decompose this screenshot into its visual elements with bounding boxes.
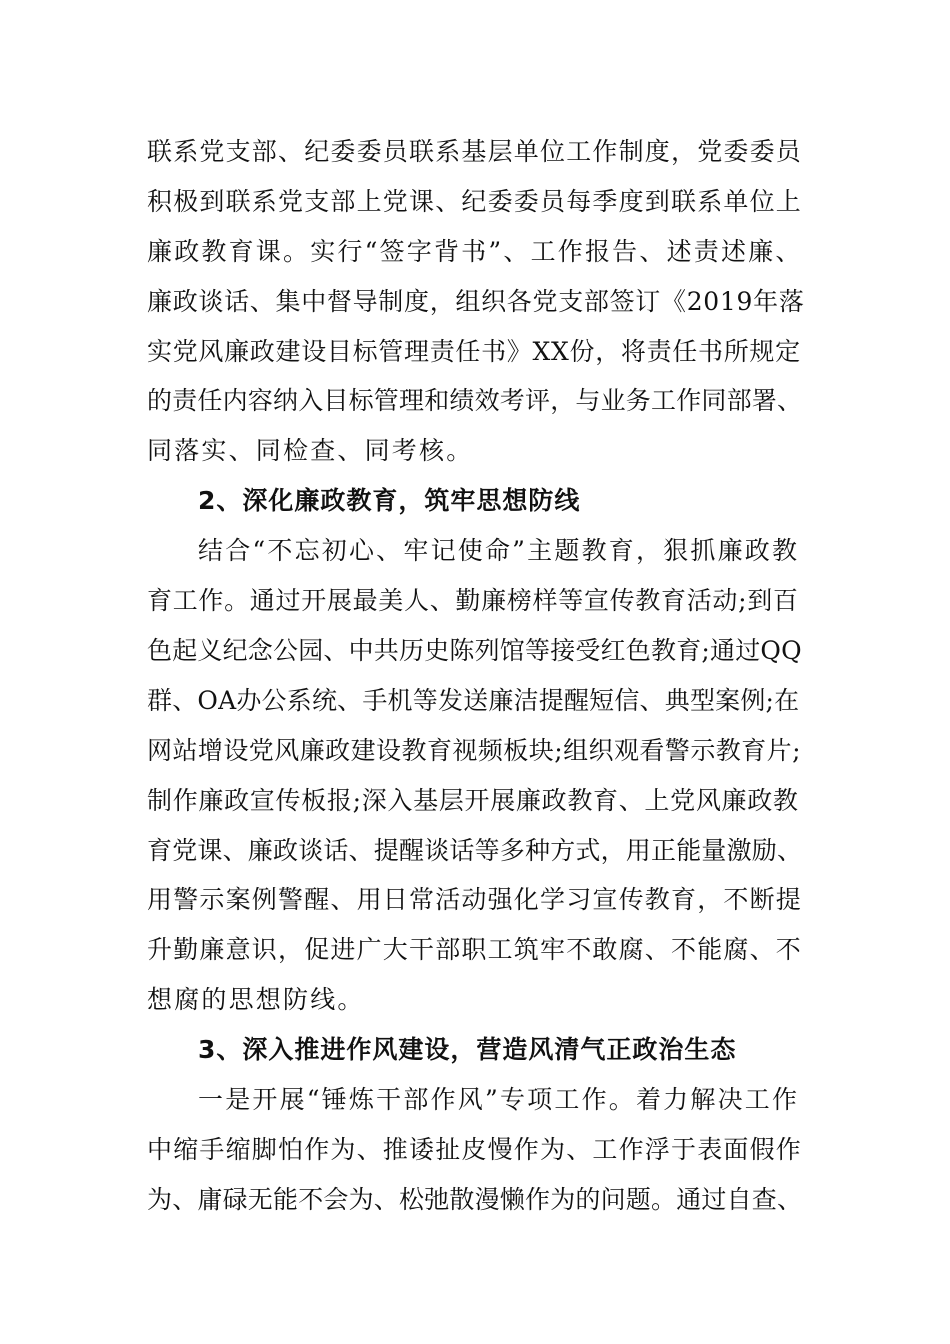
paragraph2-line-4: 群、OA办公系统、手机等发送廉洁提醒短信、典型案例;在 bbox=[147, 686, 800, 715]
paragraph1-line-7: 同落实、同检查、同考核。 bbox=[147, 436, 474, 465]
paragraph1-line-3: 廉政教育课。实行“签字背书”、工作报告、述责述廉、 bbox=[147, 237, 803, 266]
paragraph1-line-6: 的责任内容纳入目标管理和绩效考评，与业务工作同部署、 bbox=[147, 386, 803, 415]
paragraph2-line-1: 结合“不忘初心、牢记使命”主题教育，狠抓廉政教 bbox=[198, 536, 800, 565]
paragraph2-line-3: 色起义纪念公园、中共历史陈列馆等接受红色教育;通过QQ bbox=[147, 636, 802, 665]
paragraph2-line-2: 育工作。通过开展最美人、勤廉榜样等宣传教育活动;到百 bbox=[147, 586, 799, 615]
paragraph3-line-2: 中缩手缩脚怕作为、推诿扯皮慢作为、工作浮于表面假作 bbox=[147, 1135, 803, 1164]
paragraph2-line-8: 用警示案例警醒、用日常活动强化学习宣传教育，不断提 bbox=[147, 885, 803, 914]
paragraph2-line-7: 育党课、廉政谈话、提醒谈话等多种方式，用正能量激励、 bbox=[147, 836, 803, 865]
paragraph2-line-10: 想腐的思想防线。 bbox=[147, 985, 365, 1014]
section-heading-3: 3、深入推进作风建设，营造风清气正政治生态 bbox=[198, 1035, 737, 1064]
paragraph3-line-3: 为、庸碌无能不会为、松弛散漫懒作为的问题。通过自查、 bbox=[147, 1185, 803, 1214]
paragraph1-line-5: 实党风廉政建设目标管理责任书》XX份，将责任书所规定 bbox=[147, 337, 801, 366]
paragraph1-line-4: 廉政谈话、集中督导制度，组织各党支部签订《2019年落 bbox=[147, 287, 805, 316]
paragraph2-line-9: 升勤廉意识，促进广大干部职工筑牢不敢腐、不能腐、不 bbox=[147, 935, 803, 964]
paragraph2-line-6: 制作廉政宣传板报;深入基层开展廉政教育、上党风廉政教 bbox=[147, 786, 799, 815]
section-heading-2: 2、深化廉政教育，筑牢思想防线 bbox=[198, 486, 581, 515]
paragraph3-line-1: 一是开展“锤炼干部作风”专项工作。着力解决工作 bbox=[198, 1085, 800, 1114]
paragraph1-line-1: 联系党支部、纪委委员联系基层单位工作制度，党委委员 bbox=[147, 137, 803, 166]
paragraph2-line-5: 网站增设党风廉政建设教育视频板块;组织观看警示教育片; bbox=[147, 736, 801, 765]
paragraph1-line-2: 积极到联系党支部上党课、纪委委员每季度到联系单位上 bbox=[147, 187, 803, 216]
